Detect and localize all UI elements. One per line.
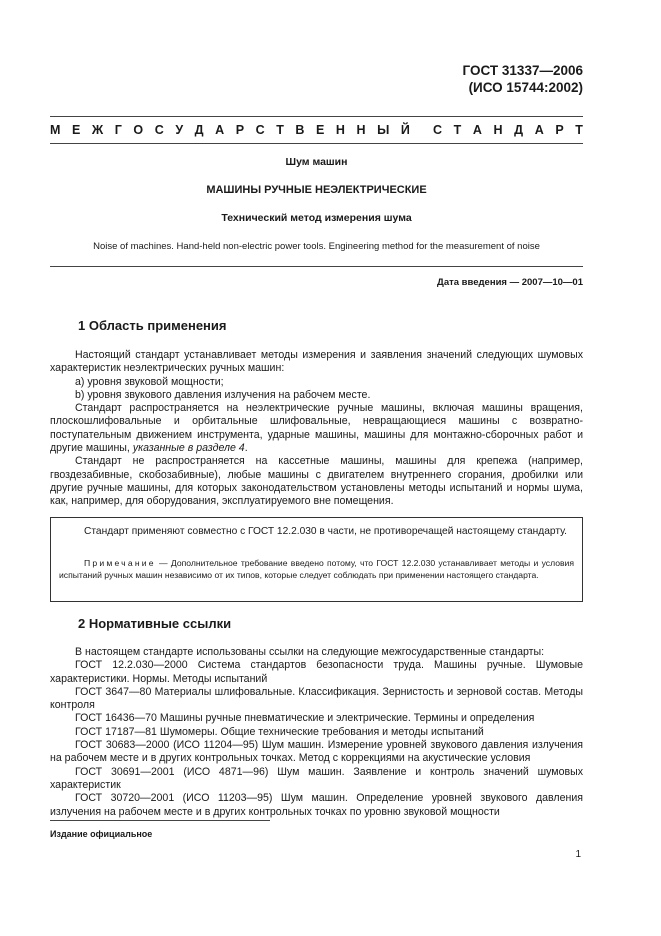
application-note-box [50,517,583,602]
reference-item: ГОСТ 16436—70 Машины ручные пневматические и электрические. Термины и определения [75,712,535,725]
section-1-paragraph-3: Стандарт не распространяется на кассетные машины, машины для крепежа (например, гвоздезабивные, скобозабивные), любые машины с двигателем внутреннего сгорания, дробилки или другие ручные машины, для которых законодательством установлены методы испытаний и нормы шума, как, например, для оборудования, эксплуатируемого вне помещения. [50,455,583,508]
section-1-paragraph-1: Настоящий стандарт устанавливает методы измерения и заявления значений следующих шумовых характеристик неэлектрических ручных машин: [50,349,583,375]
paragraph-2-end: . [244,442,248,455]
title-rule [50,266,583,267]
reference-item: ГОСТ 30683—2000 (ИСО 11204—95) Шум машин. Измерение уровней звукового давления излучения на рабочем месте и в других контрольных точках. Метод с коррекциями на акустические условия [50,739,583,765]
edition-label: Издание официальное [50,829,153,839]
title-english: Noise of machines. Hand-held non-electric power tools. Engineering method for the measurement of noise [93,241,540,252]
reference-item: ГОСТ 3647—80 Материалы шлифовальные. Классификация. Зернистость и зерновой состав. Методы контроля [50,685,583,712]
note-label: Примечание [84,558,156,568]
document-number-block [463,62,583,96]
title-line-3: Технический метод измерения шума [221,212,412,224]
reference-item: ГОСТ 17187—81 Шумомеры. Общие технические требования и методы испытаний [75,725,484,738]
section-2-body [50,646,583,819]
footer-rule [50,820,270,821]
reference-item: ГОСТ 30691—2001 (ИСО 4871—96) Шум машин. Заявление и контроль значений шумовых характеристик [50,765,583,791]
section-1-heading: 1 Область применения [78,318,227,333]
paragraph-2-text: Стандарт распространяется на неэлектрические ручные машины, включая машины вращения, плоскошлифовальные и орбитальные шлифовальные, невращающиеся машины с возвратно-поступательным движением инструмента, ударные машины, машины для монтажно-сборочных работ и другие машины, [50,402,583,455]
section-1-paragraph-2 [50,402,583,455]
section-2-paragraph-0: В настоящем стандарте использованы ссылки на следующие межгосударственные стандарты: [75,646,545,658]
page-number: 1 [575,849,581,860]
paragraph-2-italic-ref: указанные в разделе 4 [132,442,245,455]
references-list [50,659,583,819]
banner-word-2: С Т А Н Д А Р Т [433,123,583,137]
list-item-b: b) уровня звукового давления излучения на рабочем месте. [75,388,371,401]
title-line-2: МАШИНЫ РУЧНЫЕ НЕЭЛЕКТРИЧЕСКИЕ [206,184,427,196]
box-text-content: Стандарт применяют совместно с ГОСТ 12.2.030 в части, не противоречащей настоящему стандарту. [84,526,568,537]
box-note [59,558,574,581]
standard-banner [50,123,583,137]
banner-word-1: М Е Ж Г О С У Д А Р С Т В Е Н Н Ы Й [50,123,410,137]
section-1-body [50,349,583,509]
box-text [59,525,574,538]
document-number-iso: (ИСО 15744:2002) [468,80,583,95]
introduction-date: Дата введения — 2007—10—01 [437,277,583,288]
note-text: — Дополнительное требование введено потому, что ГОСТ 12.2.030 устанавливает методы и условия испытаний ручных машин независимо от их типов, которые следует соблюдать при применении настоящего стандарта. [59,558,574,580]
banner-rule [50,143,583,144]
title-line-1: Шум машин [285,156,348,168]
reference-item: ГОСТ 30720—2001 (ИСО 11203—95) Шум машин. Определение уровней звукового давления излучения на рабочем месте и в других контрольных точках по уровню звуковой мощности [50,792,583,818]
reference-item: ГОСТ 12.2.030—2000 Система стандартов безопасности труда. Машины ручные. Шумовые характеристики. Нормы. Методы испытаний [50,659,583,685]
top-rule [50,116,583,117]
section-2-heading: 2 Нормативные ссылки [78,616,232,631]
list-item-a: a) уровня звуковой мощности; [75,375,224,388]
document-number: ГОСТ 31337—2006 [462,63,583,78]
